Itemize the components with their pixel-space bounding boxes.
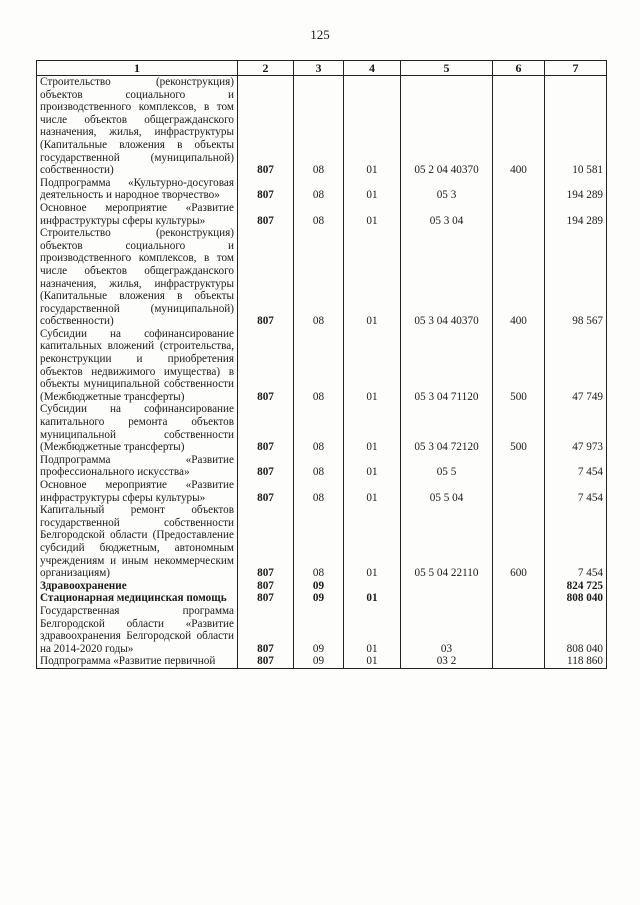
row-name: Здравоохранение: [37, 580, 238, 593]
row-amount: 98 567: [545, 227, 607, 328]
row-expense-type-code: 500: [493, 328, 545, 404]
row-amount: 7 454: [545, 504, 607, 580]
row-target-code: 05 5 04 22110: [401, 504, 493, 580]
row-subsection-code: 01: [344, 227, 401, 328]
row-section-code: 08: [294, 504, 344, 580]
row-amount: 10 581: [545, 76, 607, 177]
table-row: [37, 227, 607, 328]
row-subsection-code: 01: [344, 592, 401, 605]
row-target-code: [401, 580, 493, 593]
row-target-code: 05 5 04: [401, 479, 493, 504]
column-header-1: 1: [37, 61, 238, 76]
row-name: Подпрограмма «Развитие первичной: [37, 655, 238, 668]
row-amount: 47 973: [545, 403, 607, 453]
row-subsection-code: 01: [344, 504, 401, 580]
row-chapter-code: 807: [238, 605, 294, 655]
table-row: [37, 202, 607, 227]
row-name: Строительство (реконструкция) объектов социального и производственного комплексов, в том числе объектов общегражданского назначения, жилья, инфраструктуры (Капитальные вложения в объекты государственной (муниципальной) собственности): [37, 227, 238, 328]
row-target-code: 05 3 04 72120: [401, 403, 493, 453]
column-header-2: 2: [238, 61, 294, 76]
row-section-code: 08: [294, 177, 344, 202]
column-header-4: 4: [344, 61, 401, 76]
row-chapter-code: 807: [238, 580, 294, 593]
row-chapter-code: 807: [238, 76, 294, 177]
table-row: [37, 580, 607, 593]
row-name: Основное мероприятие «Развитие инфраструктуры сферы культуры»: [37, 202, 238, 227]
row-chapter-code: 807: [238, 504, 294, 580]
row-amount: 194 289: [545, 177, 607, 202]
row-name: Стационарная медицинская помощь: [37, 592, 238, 605]
row-section-code: 09: [294, 655, 344, 668]
row-expense-type-code: 400: [493, 227, 545, 328]
table-row: [37, 177, 607, 202]
row-subsection-code: 01: [344, 605, 401, 655]
row-target-code: 05 3 04 71120: [401, 328, 493, 404]
row-expense-type-code: [493, 605, 545, 655]
row-chapter-code: 807: [238, 655, 294, 668]
row-amount: 194 289: [545, 202, 607, 227]
row-section-code: 08: [294, 76, 344, 177]
row-amount: 47 749: [545, 328, 607, 404]
row-expense-type-code: 400: [493, 76, 545, 177]
column-header-7: 7: [545, 61, 607, 76]
table-row: [37, 479, 607, 504]
table-row: [37, 655, 607, 668]
row-expense-type-code: [493, 580, 545, 593]
row-amount: 808 040: [545, 605, 607, 655]
row-target-code: 03: [401, 605, 493, 655]
table-row: [37, 592, 607, 605]
row-name: Строительство (реконструкция) объектов социального и производственного комплексов, в том числе объектов общегражданского назначения, жилья, инфраструктуры (Капитальные вложения в объекты государственной (муниципальной) собственности): [37, 76, 238, 177]
row-section-code: 08: [294, 227, 344, 328]
row-section-code: 09: [294, 580, 344, 593]
row-target-code: 05 3 04: [401, 202, 493, 227]
row-expense-type-code: [493, 177, 545, 202]
column-header-6: 6: [493, 61, 545, 76]
row-expense-type-code: [493, 655, 545, 668]
row-expense-type-code: 600: [493, 504, 545, 580]
row-amount: 824 725: [545, 580, 607, 593]
table-header: [37, 61, 607, 76]
row-name: Государственная программа Белгородской области «Развитие здравоохранения Белгородской области на 2014-2020 годы»: [37, 605, 238, 655]
column-header-5: 5: [401, 61, 493, 76]
row-amount: 808 040: [545, 592, 607, 605]
row-name: Подпрограмма «Культурно-досуговая деятельность и народное творчество»: [37, 177, 238, 202]
table-row: [37, 605, 607, 655]
row-subsection-code: 01: [344, 403, 401, 453]
table-row: [37, 403, 607, 453]
table-row: [37, 454, 607, 479]
budget-table: [36, 60, 607, 669]
row-expense-type-code: [493, 592, 545, 605]
row-target-code: 05 5: [401, 454, 493, 479]
row-name: Субсидии на софинансирование капитального ремонта объектов муниципальной собственности (Межбюджетные трансферты): [37, 403, 238, 453]
row-name: Капитальный ремонт объектов государственной собственности Белгородской области (Предоставление субсидий бюджетным, автономным учреждениям и иным некоммерческим организациям): [37, 504, 238, 580]
page-number: 125: [310, 27, 330, 42]
row-chapter-code: 807: [238, 479, 294, 504]
row-amount: 7 454: [545, 454, 607, 479]
row-section-code: 09: [294, 605, 344, 655]
row-target-code: 05 3 04 40370: [401, 227, 493, 328]
row-subsection-code: 01: [344, 655, 401, 668]
table-row: [37, 328, 607, 404]
row-section-code: 08: [294, 403, 344, 453]
row-amount: 7 454: [545, 479, 607, 504]
row-name: Подпрограмма «Развитие профессионального искусства»: [37, 454, 238, 479]
row-section-code: 08: [294, 454, 344, 479]
row-subsection-code: 01: [344, 454, 401, 479]
row-chapter-code: 807: [238, 328, 294, 404]
column-header-3: 3: [294, 61, 344, 76]
row-chapter-code: 807: [238, 592, 294, 605]
row-subsection-code: 01: [344, 177, 401, 202]
row-chapter-code: 807: [238, 177, 294, 202]
row-name: Субсидии на софинансирование капитальных вложений (строительства, реконструкции и приобретения объектов недвижимого имущества) в объекты муниципальной собственности (Межбюджетные трансферты): [37, 328, 238, 404]
row-section-code: 08: [294, 202, 344, 227]
row-subsection-code: 01: [344, 76, 401, 177]
row-subsection-code: 01: [344, 328, 401, 404]
row-subsection-code: 01: [344, 479, 401, 504]
row-target-code: 05 2 04 40370: [401, 76, 493, 177]
row-target-code: 05 3: [401, 177, 493, 202]
table-row: [37, 76, 607, 177]
row-target-code: 03 2: [401, 655, 493, 668]
row-expense-type-code: [493, 479, 545, 504]
table-body: [37, 76, 607, 669]
row-section-code: 08: [294, 479, 344, 504]
row-subsection-code: [344, 580, 401, 593]
row-expense-type-code: [493, 202, 545, 227]
row-expense-type-code: [493, 454, 545, 479]
row-target-code: [401, 592, 493, 605]
row-section-code: 09: [294, 592, 344, 605]
row-expense-type-code: 500: [493, 403, 545, 453]
row-amount: 118 860: [545, 655, 607, 668]
row-chapter-code: 807: [238, 454, 294, 479]
row-subsection-code: 01: [344, 202, 401, 227]
row-chapter-code: 807: [238, 403, 294, 453]
row-chapter-code: 807: [238, 227, 294, 328]
table-row: [37, 504, 607, 580]
row-section-code: 08: [294, 328, 344, 404]
row-chapter-code: 807: [238, 202, 294, 227]
row-name: Основное мероприятие «Развитие инфраструктуры сферы культуры»: [37, 479, 238, 504]
